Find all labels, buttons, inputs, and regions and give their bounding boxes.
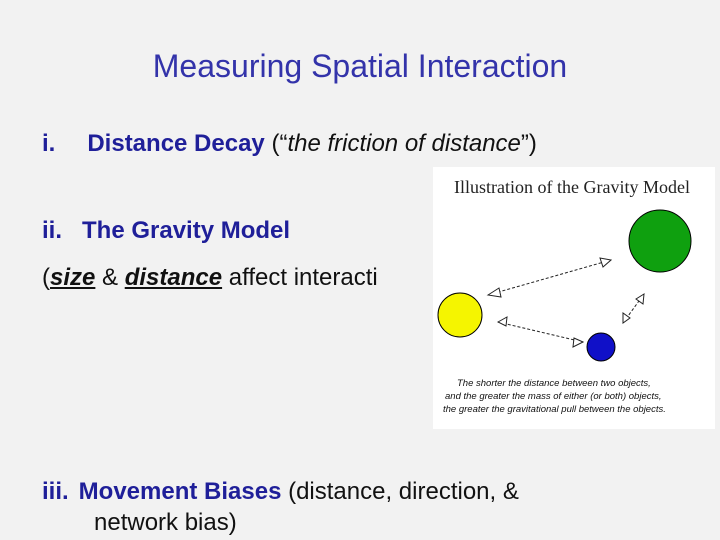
paren-open: ( — [42, 264, 50, 291]
arrowhead — [636, 294, 644, 304]
item-heading: Distance Decay — [87, 130, 265, 157]
figure-title: Illustration of the Gravity Model — [454, 177, 690, 197]
item-distance-decay — [42, 130, 537, 158]
term-distance: distance — [124, 264, 223, 291]
gravity-model-svg — [433, 167, 715, 429]
item-heading: The Gravity Model — [82, 217, 291, 244]
item-number: i. — [42, 130, 56, 157]
caption-line-3: the greater the gravitational pull between the objects. — [443, 404, 666, 415]
gravity-model-description — [42, 264, 432, 292]
slide-title: Measuring Spatial Interaction — [152, 48, 568, 84]
paren-close: ”) — [520, 130, 537, 157]
item-movement-biases — [42, 478, 519, 506]
arrowhead — [498, 317, 507, 326]
arrowhead — [600, 258, 611, 267]
arrowhead — [573, 338, 583, 347]
arrow-medium-to-small — [498, 322, 583, 342]
ampersand: & — [95, 264, 125, 291]
item-rest: (distance, direction, & — [281, 478, 519, 505]
large-mass-circle — [629, 210, 691, 272]
arrow-medium-to-large — [488, 260, 611, 295]
item-heading: Movement Biases — [78, 478, 282, 505]
small-mass-circle — [587, 333, 615, 361]
arrowhead — [488, 288, 501, 297]
item-number: ii. — [42, 217, 63, 244]
item-gravity-model — [42, 217, 290, 245]
description-rest: affect interacti — [222, 264, 378, 291]
caption-line-2: and the greater the mass of either (or both) objects, — [445, 391, 662, 402]
item-movement-biases-line2: network bias) — [94, 509, 237, 536]
gravity-model-illustration — [433, 167, 715, 429]
item-subtitle: the friction of distance — [287, 130, 521, 157]
caption-line-1: The shorter the distance between two objects, — [457, 378, 651, 389]
item-number: iii. — [42, 478, 69, 505]
medium-mass-circle — [438, 293, 482, 337]
term-size: size — [50, 264, 96, 291]
paren-open: (“ — [264, 130, 288, 157]
